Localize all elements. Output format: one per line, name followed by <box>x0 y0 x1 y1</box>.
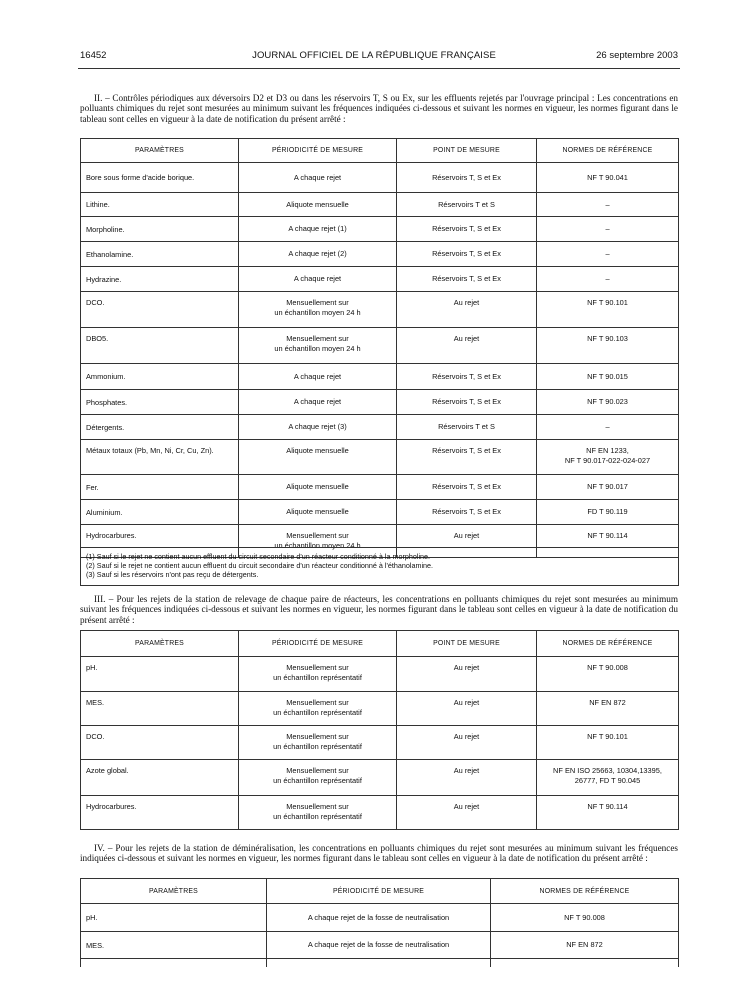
norm-cell: NF T 90.114 <box>537 796 679 830</box>
point-cell: Réservoirs T, S et Ex <box>397 163 537 193</box>
footnote: (2) Sauf si le rejet ne contient aucun effluent du circuit secondaire d'un réacteur conditionné à l'éthanolamine. <box>86 561 434 570</box>
period-line: un échantillon représentatif <box>273 776 362 785</box>
norm-cell: NF T 90.101 <box>537 292 679 328</box>
table-row <box>81 328 679 364</box>
point-cell: Réservoirs T, S et Ex <box>397 475 537 500</box>
norm-cell: NF EN 872 <box>537 692 679 726</box>
point-cell: Réservoirs T, S et Ex <box>397 390 537 415</box>
norm-cell: NF T 90.008 <box>491 904 679 932</box>
footnotes-cell <box>81 548 679 586</box>
point-cell: Réservoirs T, S et Ex <box>397 242 537 267</box>
issue-date: 26 septembre 2003 <box>596 50 678 61</box>
point-cell: Réservoirs T et S <box>397 193 537 217</box>
table-header-row <box>81 879 679 904</box>
period-cell: A chaque rejet (1) <box>239 217 397 242</box>
period-cell: A chaque rejet <box>239 390 397 415</box>
journal-title: JOURNAL OFFICIEL DE LA RÉPUBLIQUE FRANÇAISE <box>252 50 496 61</box>
param-cell: DCO. <box>81 292 239 328</box>
point-cell: Réservoirs T, S et Ex <box>397 217 537 242</box>
table-row <box>81 217 679 242</box>
param-cell: pH. <box>81 904 267 932</box>
footnote: (1) Sauf si le rejet ne contient aucun effluent du circuit secondaire d'un réacteur conditionné à la morpholine. <box>86 552 431 561</box>
period-cell: A chaque rejet (3) <box>239 415 397 440</box>
norm-cell: NF T 90.015 <box>537 364 679 390</box>
point-cell: Au rejet <box>397 292 537 328</box>
norm-cell: NF T 90.023 <box>537 390 679 415</box>
param-cell: Lithine. <box>81 193 239 217</box>
param-cell: MES. <box>81 692 239 726</box>
period-line: un échantillon moyen 24 h <box>274 541 361 550</box>
param-cell: Métaux totaux (Pb, Mn, Ni, Cr, Cu, Zn). <box>81 440 239 475</box>
norm-cell: – <box>537 217 679 242</box>
header-rule <box>78 68 680 69</box>
period-cell: Aliquote mensuelle <box>239 500 397 525</box>
table-row <box>81 726 679 760</box>
point-cell: Réservoirs T, S et Ex <box>397 440 537 475</box>
period-line: un échantillon représentatif <box>273 812 362 821</box>
column-header: POINT DE MESURE <box>397 631 537 657</box>
section-4-intro: IV. – Pour les rejets de la station de déminéralisation, les concentrations en polluants chimiques du rejet sont mesurées au minimum suivant les fréquences indiquées ci-dessous et suivant les normes en vigueur, les normes figurant dans le tableau sont celles en vigueur à la date de notification du présent arrêté : <box>80 843 678 864</box>
footnote: (3) Sauf si les réservoirs n'ont pas reçu de détergents. <box>86 570 259 579</box>
period-cell <box>239 726 397 760</box>
period-line: Mensuellement sur <box>286 298 349 307</box>
param-cell: Hydrocarbures. <box>81 525 239 558</box>
norm-cell: NF T 90.114 <box>537 525 679 558</box>
table-row <box>81 657 679 692</box>
norm-cell: NF T 90.103 <box>537 328 679 364</box>
section-2-table <box>80 138 679 558</box>
column-header: PARAMÈTRES <box>81 139 239 163</box>
period-line: Mensuellement sur <box>286 663 349 672</box>
period-cell: A chaque rejet <box>239 364 397 390</box>
point-cell: Au rejet <box>397 796 537 830</box>
point-cell: Réservoirs T, S et Ex <box>397 364 537 390</box>
table-row <box>81 932 679 959</box>
table-row <box>81 475 679 500</box>
param-cell: Hydrazine. <box>81 267 239 292</box>
table-row <box>81 692 679 726</box>
column-header: PÉRIODICITÉ DE MESURE <box>239 139 397 163</box>
param-cell: pH. <box>81 657 239 692</box>
param-cell: Ammonium. <box>81 364 239 390</box>
norm-cell: FD T 90.119 <box>537 500 679 525</box>
param-cell: DBO5. <box>81 328 239 364</box>
table-header-row <box>81 631 679 657</box>
norm-cell: NF T 90.101 <box>537 726 679 760</box>
period-cell <box>239 328 397 364</box>
page-number: 16452 <box>80 50 107 61</box>
period-cell <box>239 657 397 692</box>
point-cell: Au rejet <box>397 525 537 558</box>
param-cell: Ethanolamine. <box>81 242 239 267</box>
period-line: Mensuellement sur <box>286 732 349 741</box>
table-row <box>81 904 679 932</box>
period-cell <box>239 692 397 726</box>
norm-line: NF EN 1233, <box>586 446 629 455</box>
section-3-table <box>80 630 679 830</box>
table-row-partial <box>81 959 679 967</box>
section-3-intro: III. – Pour les rejets de la station de relevage de chaque paire de réacteurs, les concentrations en polluants chimiques du rejet sont mesurées au minimum suivant les fréquences indiquées ci-dessous et suivant les normes en vigueur, les normes figurant dans le tableau sont celles en vigueur à la date de notification du présent arrêté : <box>80 594 678 625</box>
param-cell: MES. <box>81 932 267 959</box>
point-cell: Réservoirs T et S <box>397 415 537 440</box>
period-cell <box>239 292 397 328</box>
point-cell: Au rejet <box>397 328 537 364</box>
empty-cell <box>81 959 267 967</box>
norm-cell: – <box>537 193 679 217</box>
norm-cell: NF T 90.017 <box>537 475 679 500</box>
period-cell: A chaque rejet <box>239 163 397 193</box>
period-cell: A chaque rejet de la fosse de neutralisation <box>267 932 491 959</box>
norm-cell: – <box>537 267 679 292</box>
column-header: PÉRIODICITÉ DE MESURE <box>239 631 397 657</box>
table-header-row <box>81 139 679 163</box>
section-2-intro: II. – Contrôles périodiques aux déversoirs D2 et D3 ou dans les réservoirs T, S ou Ex, sur les effluents rejetés par l'ouvrage principal : Les concentrations en polluants chimiques du rejet sont mesurées au minimum suivant les fréquences indiquées ci-dessous et suivant les normes en vigueur, les normes figurant dans le tableau sont celles en vigueur à la date de notification du présent arrêté : <box>80 93 678 124</box>
norm-cell: – <box>537 415 679 440</box>
empty-cell <box>267 959 491 967</box>
table-row <box>81 440 679 475</box>
period-cell: Aliquote mensuelle <box>239 193 397 217</box>
table-row <box>81 292 679 328</box>
norm-cell <box>537 760 679 796</box>
period-cell: A chaque rejet <box>239 267 397 292</box>
param-cell: Morpholine. <box>81 217 239 242</box>
period-cell: Aliquote mensuelle <box>239 440 397 475</box>
period-line: Mensuellement sur <box>286 334 349 343</box>
point-cell: Au rejet <box>397 692 537 726</box>
section-4-table <box>80 878 679 967</box>
period-line: un échantillon représentatif <box>273 708 362 717</box>
norm-line: 26777, FD T 90.045 <box>574 776 641 785</box>
table-row <box>81 193 679 217</box>
period-line: Mensuellement sur <box>286 802 349 811</box>
point-cell: Au rejet <box>397 657 537 692</box>
period-line: Mensuellement sur <box>286 766 349 775</box>
column-header: NORMES DE RÉFÉRENCE <box>537 139 679 163</box>
param-cell: Azote global. <box>81 760 239 796</box>
column-header: NORMES DE RÉFÉRENCE <box>537 631 679 657</box>
period-line: Mensuellement sur <box>286 698 349 707</box>
norm-cell: NF EN 872 <box>491 932 679 959</box>
param-cell: DCO. <box>81 726 239 760</box>
norm-line: NF EN ISO 25663, 10304,13395, <box>553 766 662 775</box>
norm-cell: NF T 90.008 <box>537 657 679 692</box>
period-line: un échantillon moyen 24 h <box>274 344 361 353</box>
param-cell: Bore sous forme d'acide borique. <box>81 163 239 193</box>
section-2-footnotes <box>80 547 679 586</box>
column-header: PARAMÈTRES <box>81 631 239 657</box>
period-line: un échantillon représentatif <box>273 742 362 751</box>
table-row <box>81 163 679 193</box>
param-cell: Phosphates. <box>81 390 239 415</box>
period-cell: Aliquote mensuelle <box>239 475 397 500</box>
column-header: POINT DE MESURE <box>397 139 537 163</box>
column-header: PÉRIODICITÉ DE MESURE <box>267 879 491 904</box>
table-row <box>81 415 679 440</box>
period-cell <box>239 796 397 830</box>
period-cell: A chaque rejet (2) <box>239 242 397 267</box>
point-cell: Au rejet <box>397 726 537 760</box>
empty-cell <box>491 959 679 967</box>
table-row <box>81 390 679 415</box>
period-line: un échantillon représentatif <box>273 673 362 682</box>
table-row <box>81 267 679 292</box>
param-cell: Fer. <box>81 475 239 500</box>
norm-cell: – <box>537 242 679 267</box>
period-line: Mensuellement sur <box>286 531 349 540</box>
period-cell <box>239 760 397 796</box>
point-cell: Au rejet <box>397 760 537 796</box>
period-line: un échantillon moyen 24 h <box>274 308 361 317</box>
norm-cell: NF T 90.041 <box>537 163 679 193</box>
column-header: PARAMÈTRES <box>81 879 267 904</box>
table-row <box>81 500 679 525</box>
table-row <box>81 760 679 796</box>
param-cell: Aluminium. <box>81 500 239 525</box>
norm-cell <box>537 440 679 475</box>
period-cell: A chaque rejet de la fosse de neutralisation <box>267 904 491 932</box>
norm-line: NF T 90.017-022-024-027 <box>564 456 651 465</box>
param-cell: Hydrocarbures. <box>81 796 239 830</box>
table-row <box>81 364 679 390</box>
point-cell: Réservoirs T, S et Ex <box>397 500 537 525</box>
column-header: NORMES DE RÉFÉRENCE <box>491 879 679 904</box>
table-row <box>81 796 679 830</box>
param-cell: Détergents. <box>81 415 239 440</box>
point-cell: Réservoirs T, S et Ex <box>397 267 537 292</box>
table-row <box>81 242 679 267</box>
